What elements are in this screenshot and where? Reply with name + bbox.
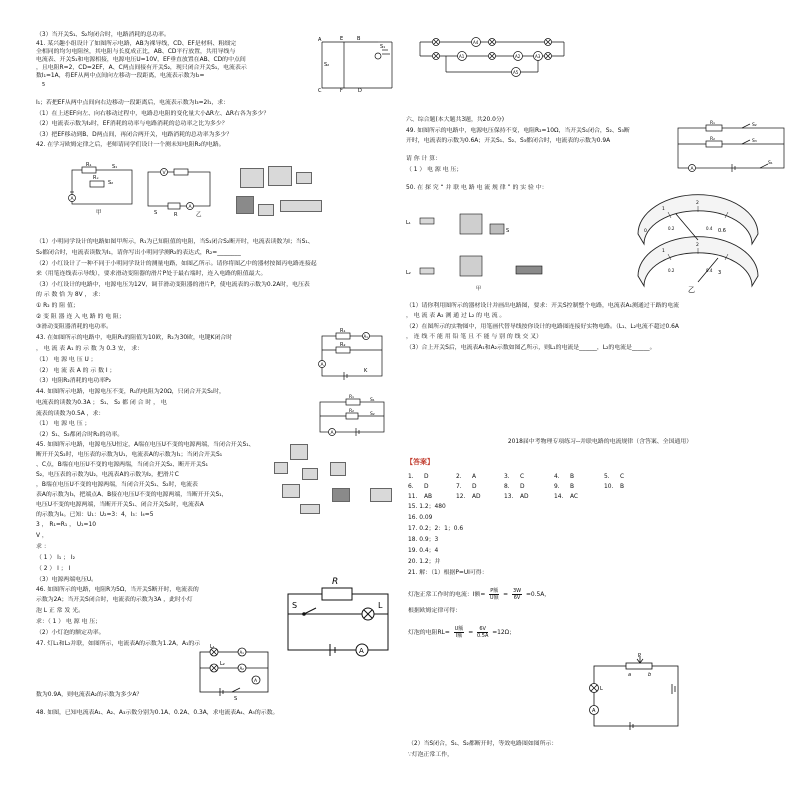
equals-sign: = (503, 592, 509, 598)
label-r: R (332, 577, 339, 587)
answer-choice: AD (472, 494, 481, 500)
text-line: 请 你 计 算： (406, 156, 442, 162)
text-line: S₂，电压表的示数为U₂，电流表A的示数为I₂，把滑片C (36, 472, 179, 478)
text-line: 开时，电流表的示数为0.6A；开关S₁、S₂、S₃都闭合时，电流表的示数为0.9A (406, 138, 611, 144)
fraction-numerator: 6V (477, 626, 488, 633)
meter-a: A (188, 205, 192, 210)
ammeter-apparatus (268, 166, 292, 186)
meter-tick: 1 (662, 207, 665, 212)
fraction-denominator: I额 (455, 633, 463, 639)
text-line: （3）电阻R₂消耗的电功率P₂ (36, 378, 112, 384)
answer-choice: AC (570, 494, 579, 500)
text-line: 全相同的均匀电阻丝，其电阻与长度成正比，AB、CD平行放置，共用导线与 (36, 49, 236, 55)
label-s2: S₂ (108, 180, 114, 186)
answer-number: 5. (604, 474, 610, 480)
text-line: 示数为2A；当开关S闭合时，电流表的示数为3A ，此时小灯 (36, 597, 193, 603)
label-a: a (628, 672, 632, 678)
text-line: 根据欧姆定律可得： (408, 608, 462, 614)
caption-yi: 乙 (688, 286, 695, 294)
battery-apparatus (332, 488, 350, 502)
answer-number: 7. (456, 484, 462, 490)
meter-a2: A₂ (239, 666, 244, 671)
formula-current (408, 588, 550, 601)
meter-tick: 0.4 (706, 268, 713, 273)
answer-choice: B (570, 484, 575, 490)
text-line: ，且电阻R=2，CD=2EF，A、C两点间接有开关S₂，现只闭合开关S₁，电流表示 (36, 65, 247, 71)
label-l1: L₁ (210, 644, 215, 650)
question-49: 49. 如图所示的电路中，电源电压保持不变，电阻R₂=10Ω，当开关S₁闭合，S₂、S₃断 (406, 128, 630, 134)
question-42: 42. 在学习欧姆定律之后，老师请同学们设计一个测未知电阻R₂的电路。 (36, 142, 225, 148)
label-l2: L₂ (220, 661, 225, 667)
answer-number: 1. (408, 474, 414, 480)
resistor-apparatus (296, 172, 312, 184)
label-r1: R₁ (86, 162, 92, 168)
answer-choice: D (472, 484, 477, 490)
answer-choice: C (620, 474, 625, 480)
meter-tick: 1 (662, 249, 665, 254)
meter-a: A (70, 197, 74, 202)
answer-number: 12. (456, 494, 466, 500)
text-line: 数I₁=1A，将EF从两中点间向左移动一段距离，电流表示数为I₂= (36, 73, 205, 79)
label-s: S (292, 601, 298, 610)
text-line: ∵灯泡正常工作， (408, 752, 453, 758)
formula-result: =12Ω； (492, 630, 516, 636)
text-line: ③滑动变阻器消耗的电功率。 (36, 324, 112, 330)
fraction (512, 588, 522, 601)
text-line: 3 ， R₁=R₁ ， U₁=10 (36, 522, 96, 528)
answer-number: 9. (554, 484, 560, 490)
label-s1: S₁ (370, 398, 375, 403)
meter-tick: 2 (696, 201, 699, 206)
power-supply-apparatus (370, 488, 392, 502)
meter-tick: 0.2 (668, 268, 675, 273)
formula-result: =0.5A， (525, 592, 551, 598)
text-line: 求 ： (36, 544, 50, 550)
answer-15: 15. 1.2；480 (408, 504, 446, 510)
answer-17: 17. 0.2；2：1；0.6 (408, 526, 464, 532)
label-b: b (648, 672, 652, 678)
label-e: E (340, 36, 344, 42)
answer-choice: A (472, 474, 477, 480)
meter-a4: A4 (473, 40, 479, 45)
answer-number: 4. (554, 474, 560, 480)
answer-number: 6. (408, 484, 414, 490)
label-s1: S₁ (380, 44, 386, 50)
meter-tick: 0 (644, 229, 647, 234)
circuit-diagram-44 (316, 396, 388, 436)
answer-number: 2. (456, 474, 462, 480)
answer-choice: C (520, 474, 525, 480)
formula-resistance (408, 626, 515, 639)
text-line: （2）电流表示数为I₂时，EF消耗的功率与电路消耗的总功率之比为多少？ (36, 121, 228, 127)
label-r1: R₁ (349, 395, 354, 400)
label-b: B (357, 36, 361, 42)
fraction-numerator: 3W (512, 588, 522, 594)
text-line: 泡 L 正 常 发 光。 (36, 608, 84, 614)
text-line: 电流表的读数为0.3A ； S₁、 S₂ 都 闭 合 时 ， 电 (36, 400, 167, 406)
voltmeter-apparatus (240, 168, 264, 188)
label-l: L (378, 601, 383, 610)
text-line: （1）在上述EF向左、向右移动过程中，电路总电阻的变化量大小ΔR左、ΔR右各为多少？ (36, 111, 270, 117)
text-line: （ 2 ） I ； I (36, 566, 71, 572)
answer-choice: AD (520, 494, 529, 500)
text-line: S₂都闭合时，电流表读数为I₁，请你写出小明同学测R₂的表达式，R₂=________ (36, 250, 241, 256)
question-43: 43. 在如图所示的电路中，电阻R₁的阻值为10欧，R₂为30欧，电键K闭合时 (36, 335, 233, 341)
label-s1: S₁ (112, 164, 118, 170)
text-line: 的示数为I₄。已知：U₁：U₂=3：4，I₃：I₄=5 (36, 512, 154, 518)
meter-a: A (330, 431, 334, 436)
text-line: 断开开关S₂时，电压表的示数为U₁，电流表A的示数为I₁；当闭合开关S₁ (36, 452, 223, 458)
text-line: （2）小灯泡的额定功率。 (36, 630, 105, 636)
circuit-diagram-47 (196, 644, 276, 700)
circuit-diagram-48 (416, 34, 568, 80)
label-r2: R₂ (340, 342, 346, 348)
text-line: ， 电 流 表 A₂ 测 通 过 L₂ 的 电 流 。 (406, 313, 506, 319)
answer-21: 21. 解：（1）根据P=UI可得： (408, 570, 488, 576)
label-l1: L₁ (406, 220, 411, 226)
text-line: （1） 电 源 电 压 ； (36, 421, 91, 427)
switch-apparatus (274, 462, 288, 474)
question-44: 44. 如图所示电路，电源电压不变，R₁的电阻为20Ω，只闭合开关S₁时， (36, 389, 225, 395)
label-s3: S₃ (752, 139, 757, 144)
answer-choice: D (424, 484, 429, 490)
meter-a1: A1 (459, 54, 465, 59)
fraction-numerator: U额 (454, 626, 464, 632)
label-r2: R₂ (710, 137, 715, 142)
meter-a: A (254, 679, 258, 684)
text-line: 的 示 数 恰 为 8V ， 求： (36, 292, 105, 298)
text-line: （3）电源两端电压U。 (36, 577, 98, 583)
text-line: ，B端在电压U不变的电源两端，当闭合开关S₁、S₂时，电流表 (36, 482, 198, 488)
meter-v: V (162, 171, 166, 176)
text-line: ② 变 阻 器 连 入 电 路 的 电 阻； (36, 314, 125, 320)
fraction (454, 626, 465, 639)
fraction-part: 5 (42, 82, 46, 88)
fraction-denominator: 6V (513, 595, 521, 601)
section-heading: 六、综合题(本大题共3题，共20.0分) (406, 117, 505, 123)
formula-prefix: 灯泡的电阻RL= (408, 630, 450, 636)
answer-number: 14. (554, 494, 564, 500)
experiment-figure-50 (406, 196, 786, 292)
question-47: 47. 灯L₁和L₂并联，如图所示，电流表A的示数为1.2A，A₁的示 (36, 641, 201, 647)
ammeter-apparatus (282, 484, 300, 498)
label-c: C (318, 88, 322, 94)
caption-jia: 甲 (96, 210, 102, 216)
text-line: （3）当开关S₁、S₂均闭合时，电路消耗的总功率。 (36, 32, 170, 38)
label-l: L (600, 686, 603, 692)
meter-a: A (359, 647, 364, 655)
caption-yi: 乙 (196, 212, 202, 218)
meter-a: A (320, 363, 324, 368)
label-s: S (234, 696, 238, 702)
switch-apparatus (258, 204, 274, 216)
answer-20: 20. 1.2；并 (408, 559, 441, 565)
meter-tick: 0.4 (706, 226, 713, 231)
meter-a: A (592, 708, 596, 714)
circuit-diagram-49 (672, 122, 790, 172)
text-line: V ， (36, 533, 48, 539)
answer-18: 18. 0.9；3 (408, 537, 439, 543)
text-line: 数为0.9A，则电流表A₂的示数为多少A？ (36, 692, 143, 698)
meter-a1: A₁ (239, 650, 244, 655)
meter-range: 0.6 (718, 228, 726, 234)
battery-apparatus (236, 196, 254, 214)
question-41: 41. 某兴趣小组设计了如图所示电路，AB为裸导线，CD、EF是材料、粗细完 (36, 41, 237, 47)
text-line: ① R₂ 的 阻 值； (36, 303, 79, 309)
answer-choice: B (570, 474, 575, 480)
rheostat-apparatus (300, 504, 320, 514)
text-line: 电流表、开关S₁和电源相接，电源电压U=10V，EF垂直放置在AB、CD的中点间 (36, 57, 246, 63)
circuit-diagram-42-a (66, 162, 136, 218)
answer-tag: 【答案】 (406, 458, 434, 466)
answer-16: 16. 0.09 (408, 515, 433, 521)
text-line: （2）S₁、S₂都闭合时R₂的功率。 (36, 432, 124, 438)
label-r1: R₁ (710, 121, 715, 126)
text-line: ， 连 线 不 能 用 铅 笔 且 不 能 与 别 的 线 交 叉） (406, 334, 542, 340)
fraction-numerator: P额 (490, 588, 499, 594)
text-line: 表A的示数为I₃，把端点A、B接在电压U不变的电源两端，当断开开关S₁， (36, 492, 228, 498)
answer-choice: AB (424, 494, 433, 500)
caption-jia: 甲 (476, 286, 482, 292)
meter-tick: 2 (696, 243, 699, 248)
text-line: （ 1 ） 电 源 电 压； (406, 167, 463, 173)
fraction (477, 626, 488, 639)
label-p: P (638, 653, 642, 659)
circuit-diagram-43 (314, 328, 388, 384)
label-d: D (358, 88, 362, 94)
circuit-diagram-41 (318, 36, 396, 92)
text-line: 来（用笔连线表示导线），要求滑动变阻器的滑片P处于最右端时，连入电路的阻值最大。 (36, 271, 267, 277)
answer-number: 10. (604, 484, 614, 490)
label-s2: S₂ (324, 62, 330, 68)
meter-a1: A₁ (363, 334, 368, 339)
ammeter-apparatus (290, 444, 308, 460)
text-line: 、C点，B端在电压U不变的电源两端，当闭合开关S₂、断开开关S₁ (36, 462, 208, 468)
label-r1: R₁ (340, 328, 346, 334)
fraction-denominator: 0.5A (477, 633, 489, 639)
text-line: I₁；若把EF从两中点间向右边移动一段距离后，电流表示数为I₃=2I₁，求： (36, 100, 230, 106)
label-k: K (364, 368, 368, 374)
answer-choice: B (620, 484, 625, 490)
text-line: （1）小明同学设计的电路如图甲所示，R₁为已知阻值的电阻，当S₁闭合S₂断开时，电流表读数为I；当S₁、 (36, 239, 314, 245)
text-line: 求：（ 1 ） 电 源 电 压； (36, 619, 102, 625)
label-f: F (340, 88, 343, 94)
answer-number: 8. (504, 484, 510, 490)
text-line: （3）把EF移动到B、D两点间，再闭合两开关，电路消耗的总功率为多少？ (36, 132, 233, 138)
text-line: （1）请你利用图所示的器材设计并画出电路图，要求：开关S控制整个电路，电流表A₁测通过干路的电流 (406, 303, 680, 309)
label-r: R (174, 212, 178, 218)
label-l2: L₂ (406, 270, 411, 276)
text-line: （3）小红设计的电路中，电源电压为12V，调节滑动变阻器的滑片P，使电流表的示数为0.2A时，电压表 (36, 282, 310, 288)
answer-section-title: 2018届中考物理专项练习--并联电路的电流规律（含答案、全国通用） (507, 439, 693, 445)
answer-number: 3. (504, 474, 510, 480)
label-s1: S₁ (768, 161, 773, 166)
meter-range: 3 (718, 270, 722, 276)
rheostat-apparatus (280, 200, 322, 212)
label-r2: R₂ (349, 409, 354, 414)
text-line: （2）当S闭合，S₁、S₂都断开时，等效电路图如图所示： (408, 741, 558, 747)
question-50: 50. 在 探 究 “ 并 联 电 路 电 流 规 律 ” 的 实 验 中： (406, 185, 548, 191)
meter-tick: 0.2 (668, 226, 675, 231)
resistor-apparatus (302, 468, 318, 480)
circuit-diagram-answer-21 (586, 654, 686, 734)
label-s2: S₂ (752, 123, 757, 128)
answer-19: 19. 0.4；4 (408, 548, 439, 554)
answer-choice: D (520, 484, 525, 490)
question-45: 45. 如图所示电路，电源电压U恒定，A端在电压U不变的电源两端，当闭合开关S₁、 (36, 442, 255, 448)
label-a: A (318, 37, 322, 43)
circuit-diagram-46 (282, 574, 394, 656)
circuit-diagram-42-b (144, 162, 216, 218)
question-48: 48. 如图，已知电流表A₁、A₂、A₃示数分别为0.1A、0.2A、0.3A，求电流表A₄、A₅的示数。 (36, 710, 279, 716)
meter-a2: A2 (515, 54, 521, 59)
text-line: 流表的读数为0.5A ，求： (36, 411, 105, 417)
meter-a3: A3 (535, 54, 541, 59)
voltmeter-apparatus (330, 462, 346, 476)
answer-number: 13. (504, 494, 514, 500)
formula-prefix: 灯泡正常工作时的电流：I额= (408, 592, 486, 598)
text-line: （2）小红设计了一种不同于小明同学设计的测量电路，如图乙所示。请你将图乙中的器材按图丙电路连接起 (36, 261, 317, 267)
question-46: 46. 如图所示的电路，电阻R为5Ω，当开关S断开时，电流表的 (36, 587, 199, 593)
text-line: 电压U不变的电源两端，当断开开关S₁、闭合开关S₂时，电流表A (36, 502, 204, 508)
label-rx: Rₓ (93, 175, 99, 181)
text-line: （2）在图所示的实物图中，用笔画代替导线按你设计的电路图连接好实物电路。（L₁、L₂电流不超过0.6A (406, 324, 679, 330)
equals-sign: = (468, 630, 474, 636)
right-column (400, 0, 794, 794)
text-line: ， 电 流 表 A₁ 的 示 数 为 0.3 安， 求： (36, 346, 144, 352)
text-line: （3）合上开关S后，电流表A₁和A₂示数如图乙所示，则L₁的电流是______，L₂的电流是______。 (406, 345, 656, 351)
meter-a5: A5 (513, 70, 519, 75)
fraction-denominator: U额 (489, 595, 499, 601)
text-line: （1） 电 源 电 压 U ； (36, 357, 97, 363)
fraction (489, 588, 499, 601)
answer-number: 11. (408, 494, 418, 500)
label-s2: S₂ (370, 412, 375, 417)
meter-a: A (690, 167, 694, 172)
label-s: S (154, 210, 158, 216)
text-line: （ 1 ） I₁ ； I₂ (36, 555, 75, 561)
text-line: （2） 电 流 表 A 的 示 数 I ； (36, 368, 116, 374)
label-s: S (506, 228, 510, 234)
answer-choice: D (424, 474, 429, 480)
